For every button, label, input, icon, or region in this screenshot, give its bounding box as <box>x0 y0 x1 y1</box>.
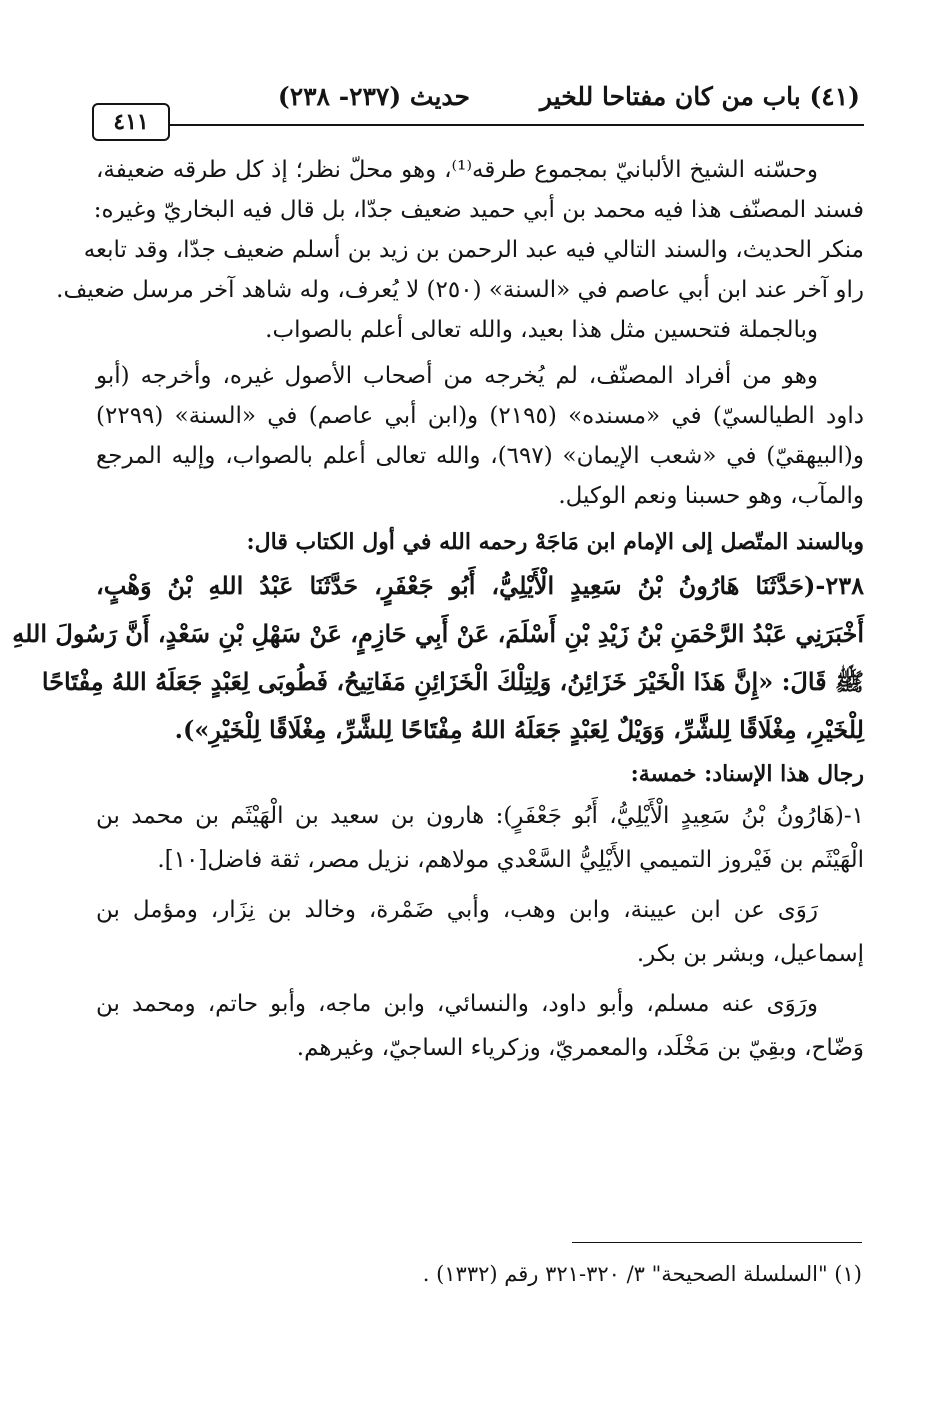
hadith-text-line: لِلْخَيْرِ، مِغْلَاقًا لِلشَّرِّ، وَوَيْلٌ لِعَبْدٍ جَعَلَهُ اللهُ مِفْتَاحًا لِلشَّرِّ، مِغْلَاقًا لِلْخَيْرِ»). <box>174 715 864 744</box>
page-body <box>12 150 864 1070</box>
text-line: وهو من أفراد المصنّف، لم يُخرجه من أصحاب الأصول غيره، وأخرجه (أبو <box>96 363 818 389</box>
narrator-line: إسماعيل، وبشر بن بكر. <box>636 941 864 967</box>
narrator-line: ١-(هَارُونُ بْنُ سَعِيدٍ الْأَيْلِيُّ، أَبُو جَعْفَرٍ): هارون بن سعيد بن الْهَيْثَم بن محمد بن <box>96 803 864 829</box>
footnote-rule <box>572 1242 862 1243</box>
text-line: منكر الحديث، والسند التالي فيه عبد الرحمن بن زيد بن أسلم ضعيف جدّا، وقد تابعه <box>83 237 864 263</box>
narrator-line: رَوَى عن ابن عيينة، وابن وهب، وأبي ضَمْرة، وخالد بن نِزَار، ومؤمل بن <box>96 897 818 923</box>
narrator-line: ورَوَى عنه مسلم، وأبو داود، والنسائي، وابن ماجه، وأبو حاتم، ومحمد بن <box>96 991 818 1017</box>
text-line: داود الطيالسيّ) في «مسنده» (٢١٩٥) و(ابن أبي عاصم) في «السنة» (٢٢٩٩) <box>96 403 864 429</box>
isnad-heading: وبالسند المتّصل إلى الإمام ابن مَاجَهْ رحمه الله في أول الكتاب قال: <box>246 529 864 555</box>
chapter-title: (٤١) باب من كان مفتاحا للخير <box>539 82 860 111</box>
narrator-line: الْهَيْثَم بن فَيْروز التميمي الأَيْلِيُّ السَّعْدي مولاهم، نزيل مصر، ثقة فاضل[١٠]. <box>157 847 864 873</box>
header-rule <box>92 124 864 126</box>
text-line: فسند المصنّف هذا فيه محمد بن أبي حميد ضعيف جدّا، بل قال فيه البخاريّ وغيره: <box>93 197 864 223</box>
hadith-text-line: أَخْبَرَنِي عَبْدُ الرَّحْمَنِ بْنُ زَيْدِ بْنِ أَسْلَمَ، عَنْ أَبِي حَازِمٍ، عَنْ سَهْلِ بْنِ سَعْدٍ، أَنَّ رَسُولَ اللهِ <box>12 619 864 648</box>
footnote: (١) "السلسلة الصحيحة" ٣/ ٣٢٠-٣٢١ رقم (١٣٣٢) . <box>422 1262 862 1286</box>
narrator-line: وَضّاح، وبقِيّ بن مَخْلَد، والمعمريّ، وزكرياء الساجيّ، وغيرهم. <box>296 1035 864 1061</box>
hadith-range: حديث (٢٣٧- ٢٣٨) <box>277 82 470 111</box>
text-line: راو آخر عند ابن أبي عاصم في «السنة» (٢٥٠) لا يُعرف، وله شاهد آخر مرسل ضعيف. <box>56 277 864 303</box>
rijal-heading: رجال هذا الإسناد: خمسة: <box>630 761 864 787</box>
text-line: و(البيهقيّ) في «شعب الإيمان» (٦٩٧)، والله تعالى أعلم بالصواب، وإليه المرجع <box>96 443 864 469</box>
hadith-text-line: ﷺ قَالَ: «إِنَّ هَذَا الْخَيْرَ خَزَائِنُ، وَلِتِلْكَ الْخَزَائِنِ مَفَاتِيحُ، فَطُوبَى لِعَبْدٍ جَعَلَهُ اللهُ مِفْتَاحًا <box>41 667 864 696</box>
text-line: والمآب، وهو حسبنا ونعم الوكيل. <box>558 483 864 509</box>
page-number: ٤١١ <box>92 103 170 141</box>
hadith-text-line: ٢٣٨-(حَدَّثَنَا هَارُونُ بْنُ سَعِيدٍ الْأَيْلِيُّ، أَبُو جَعْفَرٍ، حَدَّثَنَا عَبْدُ اللهِ بْنُ وَهْبٍ، <box>96 571 864 600</box>
text-line: وبالجملة فتحسين مثل هذا بعيد، والله تعالى أعلم بالصواب. <box>265 317 818 343</box>
text-line: وحسّنه الشيخ الألبانيّ بمجموع طرقه⁽¹⁾، وهو محلّ نظر؛ إذ كل طرقه ضعيفة، <box>96 157 819 183</box>
